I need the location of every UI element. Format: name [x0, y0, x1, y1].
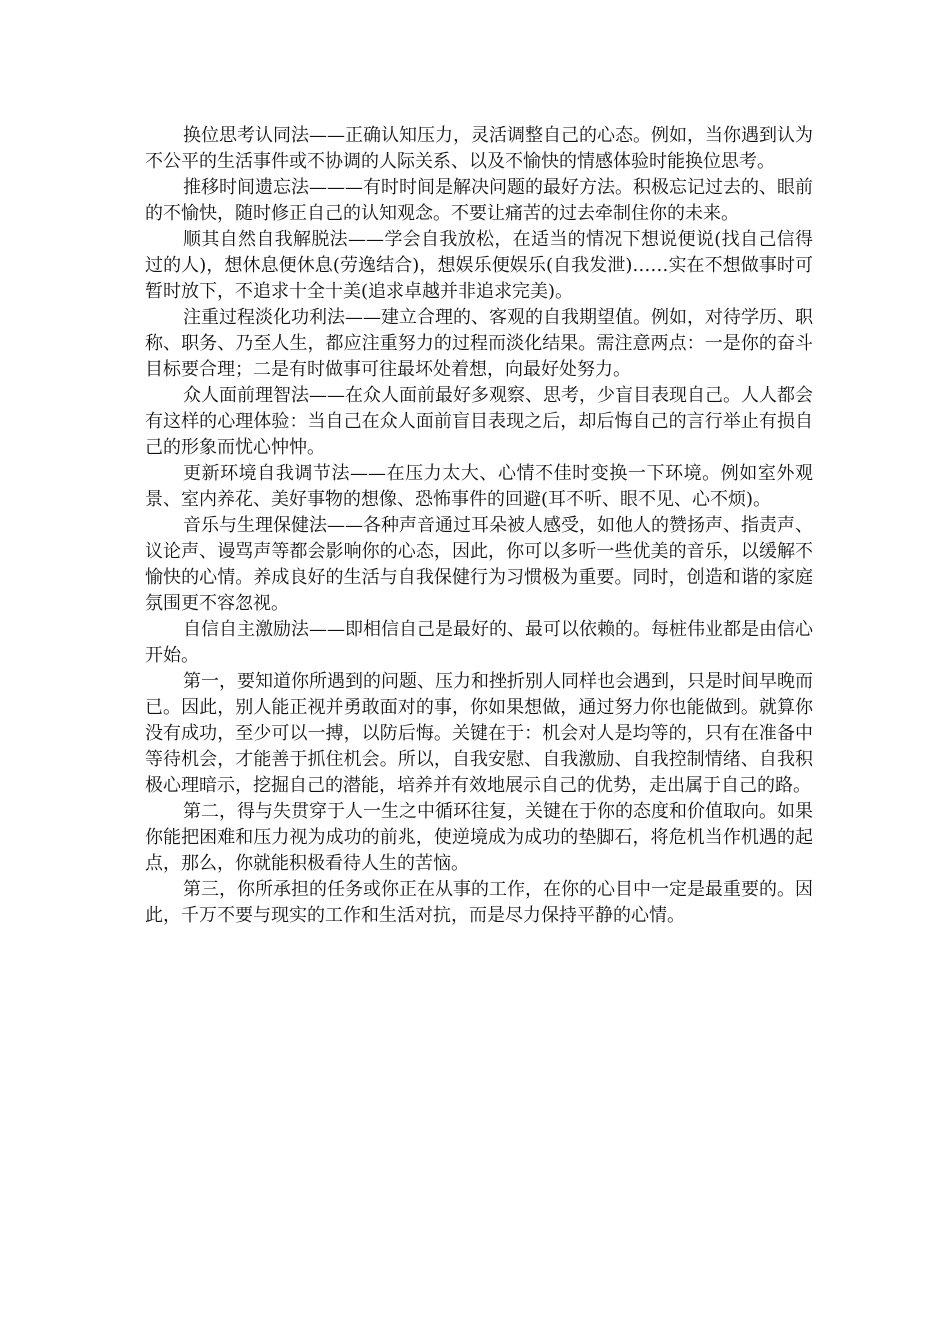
paragraph-process-focus: 注重过程淡化功利法——建立合理的、客观的自我期望值。例如，对待学历、职称、职务、乃至人生，都应注重努力的过程而淡化结果。需注意两点：一是你的奋斗目标要合理；二是有时做事可往最坏处着想，向最好处努力。: [145, 307, 813, 380]
paragraph-music-health: 音乐与生理保健法——各种声音通过耳朵被人感受，如他人的赞扬声、指责声、议论声、谩骂声等都会影响你的心态，因此，你可以多听一些优美的音乐，以缓解不愉快的心情。养成良好的生活与自我保健行为习惯极为重要。同时，创造和谐的家庭氛围更不容忽视。: [145, 515, 813, 614]
document-body: [145, 123, 813, 929]
paragraph-second-point: 第二，得与失贯穿于人一生之中循环往复，关键在于你的态度和价值取向。如果你能把困难和压力视为成功的前兆，使逆境成为成功的垫脚石，将危机当作机遇的起点，那么，你就能积极看待人生的苦恼。: [145, 801, 813, 874]
paragraph-self-confidence: 自信自主激励法——即相信自己是最好的、最可以依赖的。每桩伟业都是由信心开始。: [145, 619, 813, 666]
paragraph-third-point: 第三，你所承担的任务或你正在从事的工作，在你的心目中一定是最重要的。因此，千万不要与现实的工作和生活对抗，而是尽力保持平静的心情。: [145, 879, 813, 926]
paragraph-self-release: 顺其自然自我解脱法——学会自我放松，在适当的情况下想说便说(找自己信得过的人)，想休息便休息(劳逸结合)，想娱乐便娱乐(自我发泄)……实在不想做事时可暂时放下，不追求十全十美(追求卓越并非追求完美)。: [145, 229, 813, 302]
paragraph-environment-change: 更新环境自我调节法——在压力太大、心情不佳时变换一下环境。例如室外观景、室内养花、美好事物的想像、恐怖事件的回避(耳不听、眼不见、心不烦)。: [145, 463, 813, 510]
paragraph-perspective-taking: 换位思考认同法——正确认知压力，灵活调整自己的心态。例如，当你遇到认为不公平的生活事件或不协调的人际关系、以及不愉快的情感体验时能换位思考。: [145, 125, 813, 172]
paragraph-first-point: 第一，要知道你所遇到的问题、压力和挫折别人同样也会遇到，只是时间早晚而已。因此，别人能正视并勇敢面对的事，你如果想做，通过努力你也能做到。就算你没有成功，至少可以一搏，以防后悔。关键在于：机会对人是均等的，只有在准备中等待机会，才能善于抓住机会。所以，自我安慰、自我激励、自我控制情绪、自我积极心理暗示，挖掘自己的潜能，培养并有效地展示自己的优势，走出属于自己的路。: [145, 671, 813, 796]
paragraph-time-forgetting: 推移时间遗忘法———有时时间是解决问题的最好方法。积极忘记过去的、眼前的不愉快，随时修正自己的认知观念。不要让痛苦的过去牵制住你的未来。: [145, 177, 813, 224]
paragraph-rational-in-public: 众人面前理智法——在众人面前最好多观察、思考，少盲目表现自己。人人都会有这样的心理体验：当自己在众人面前盲目表现之后，却后悔自己的言行举止有损自己的形象而忧心忡忡。: [145, 385, 813, 458]
